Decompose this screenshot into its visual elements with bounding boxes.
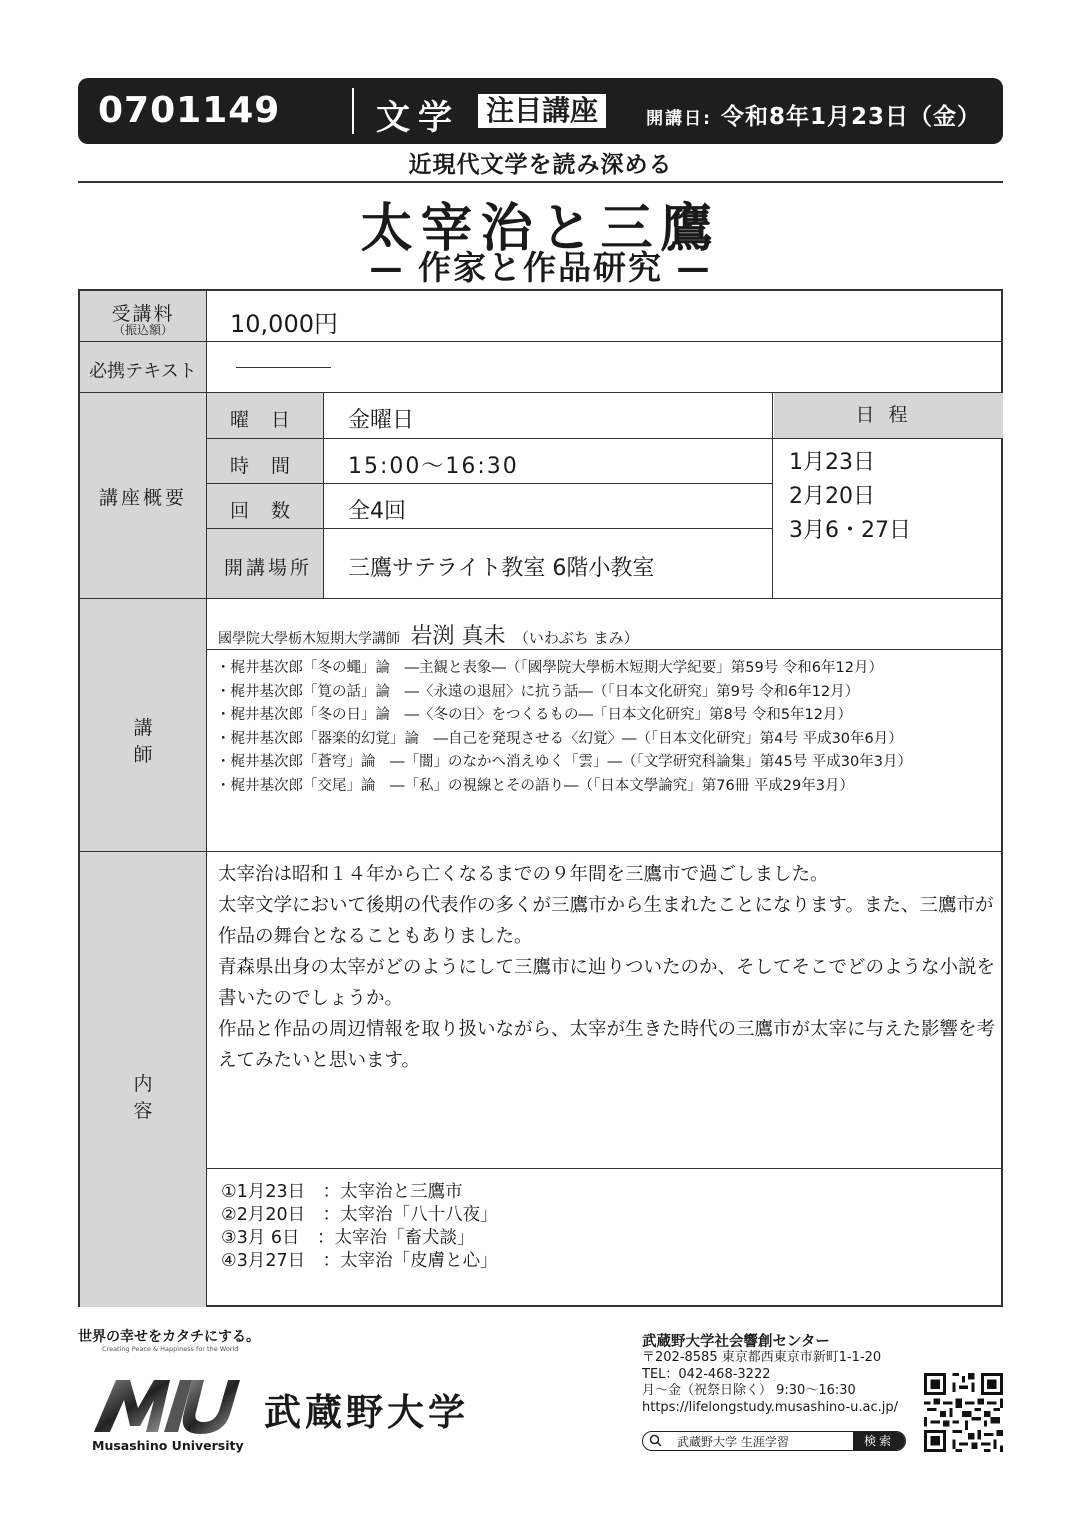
center-address: 〒202-8585 東京都西東京市新町1-1-20 (642, 1350, 882, 1365)
center-tel: TEL：042-468-3222 (642, 1366, 771, 1382)
header-divider (352, 88, 354, 134)
publication-item: ・梶井基次郎「蒼穹」論 ―「闇」のなかへ消えゆく「雲」―（「文学研究科論集」第45号 平成30年3月） (216, 754, 912, 771)
course-series-subtitle: 近現代文学を読み深める (408, 152, 673, 178)
center-hours: 月〜金（祝祭日除く） 9:30〜16:30 (642, 1383, 856, 1398)
description-paragraph: 太宰治は昭和１４年から亡くなるまでの９年間を三鷹市で過ごしました。 (218, 864, 829, 885)
publication-item: ・梶井基次郎「冬の蠅」論 ―主観と表象―（「國學院大學栃木短期大学紀要」第59号 令和6年12月） (216, 660, 883, 676)
day-value: 金曜日 (348, 408, 415, 433)
instructor-label: 講師 (133, 717, 199, 766)
row-divider (207, 1168, 1003, 1169)
course-header-bar (78, 78, 1003, 144)
course-subtitle: — 作家と作品研究 — (369, 248, 712, 287)
university-name-en: Musashino University (92, 1438, 244, 1453)
content-label: 内容 (133, 1073, 199, 1122)
publication-item: ・梶井基次郎「筧の話」論 ―〈永遠の退屈〉に抗う話―（「日本文化研究」第9号 令和6年12月） (216, 683, 860, 700)
search-box[interactable] (642, 1431, 906, 1451)
schedule-list (789, 446, 911, 548)
course-description (218, 859, 998, 1076)
search-button[interactable]: 検索 (853, 1432, 905, 1450)
instructor-name-kana: （いわぶち まみ） (513, 629, 639, 647)
course-category: 文学 (376, 98, 460, 138)
description-paragraph: 作品と作品の周辺情報を取り扱いながら、太宰が生きた時代の三鷹市が太宰に与えた影響を考えてみたいと思います。 (218, 1019, 996, 1071)
publication-item: ・梶井基次郎「冬の日」論 ―〈冬の日〉をつくるもの―「日本文化研究」第8号 令和5年12月） (216, 707, 853, 724)
start-date-label: 開講日: (646, 109, 712, 129)
start-date (646, 98, 981, 131)
session-list (221, 1181, 498, 1273)
count-label: 回数 (230, 500, 313, 522)
place-label: 開講場所 (224, 557, 313, 579)
featured-badge: 注目講座 (478, 94, 606, 128)
session-item: ④3月27日 ：太宰治「皮膚と心」 (221, 1251, 498, 1271)
schedule-header: 日程 (774, 393, 1003, 438)
schedule-date: 2月20日 (789, 484, 875, 509)
search-query-text: 武蔵野大学 生涯学習 (677, 1435, 789, 1449)
title-divider (78, 181, 1003, 183)
publication-item: ・梶井基次郎「交尾」論 ―「私」の視線とその語り―（「日本文學論究」第76冊 平成29年3月） (216, 777, 854, 794)
description-paragraph: 青森県出身の太宰がどのようにして三鷹市に辿りついたのか、そしてそこでどのような小説を書いたのでしょうか。 (218, 957, 996, 1009)
center-name: 武蔵野大学社会響創センター (642, 1334, 830, 1350)
row-divider (80, 598, 1003, 599)
row-divider (772, 438, 1003, 439)
row-divider (207, 483, 772, 484)
overview-label: 講座概要 (98, 487, 187, 509)
row-divider (207, 438, 772, 439)
course-details-table (78, 289, 1003, 1307)
count-value: 全4回 (348, 499, 406, 524)
fee-value: 10,000円 (230, 310, 338, 338)
publication-item: ・梶井基次郎「器楽的幻覚」論 ―自己を発現させる〈幻覚〉―（「日本文化研究」第4号 平成30年6月） (216, 730, 903, 747)
day-label: 曜日 (230, 409, 313, 431)
schedule-border (772, 393, 773, 598)
schedule-date: 1月23日 (789, 450, 875, 475)
qr-code-icon (924, 1373, 1003, 1452)
textbook-label: 必携テキスト (89, 361, 197, 382)
session-item: ①1月23日 ：太宰治と三鷹市 (221, 1182, 463, 1202)
row-divider (80, 851, 1003, 852)
time-label: 時間 (230, 455, 313, 477)
label-column (80, 291, 206, 1307)
center-url[interactable]: https://lifelongstudy.musashino-u.ac.jp/ (642, 1399, 899, 1415)
place-value: 三鷹サテライト教室 6階小教室 (348, 556, 655, 581)
center-contact-info (642, 1350, 898, 1416)
instructor-affiliation: 國學院大學栃木短期大学講師 (218, 631, 400, 647)
session-item: ②2月20日 ：太宰治「八十八夜」 (221, 1205, 498, 1225)
start-date-value: 令和8年1月23日（金） (720, 104, 981, 130)
row-divider (207, 649, 1003, 650)
fee-sub-label: （振込額） (112, 323, 173, 337)
fee-label: 受講料 (111, 303, 175, 325)
search-icon (649, 1434, 662, 1447)
university-slogan-en: Creating Peace & Happiness for the World (102, 1345, 239, 1353)
musashino-logo-icon (92, 1378, 242, 1434)
university-name-jp: 武蔵野大学 (264, 1390, 469, 1434)
row-divider (80, 341, 1003, 342)
time-value: 15:00〜16:30 (348, 454, 519, 479)
course-title: 太宰治と三鷹 (360, 198, 721, 259)
row-divider (207, 528, 772, 529)
instructor-profile (218, 619, 639, 650)
university-slogan: 世界の幸せをカタチにする。 (78, 1329, 260, 1345)
description-paragraph: 太宰文学において後期の代表作の多くが三鷹市から生まれたことになります。また、三鷹市が作品の舞台となることもありました。 (218, 895, 994, 947)
session-item: ③3月 6日 ：太宰治「畜犬談」 (221, 1228, 475, 1248)
course-code: 0701149 (98, 90, 281, 131)
textbook-none-dash (236, 367, 331, 368)
instructor-name: 岩渕 真未 (410, 624, 506, 649)
schedule-date: 3月6・27日 (789, 518, 911, 543)
publication-list (216, 657, 912, 799)
